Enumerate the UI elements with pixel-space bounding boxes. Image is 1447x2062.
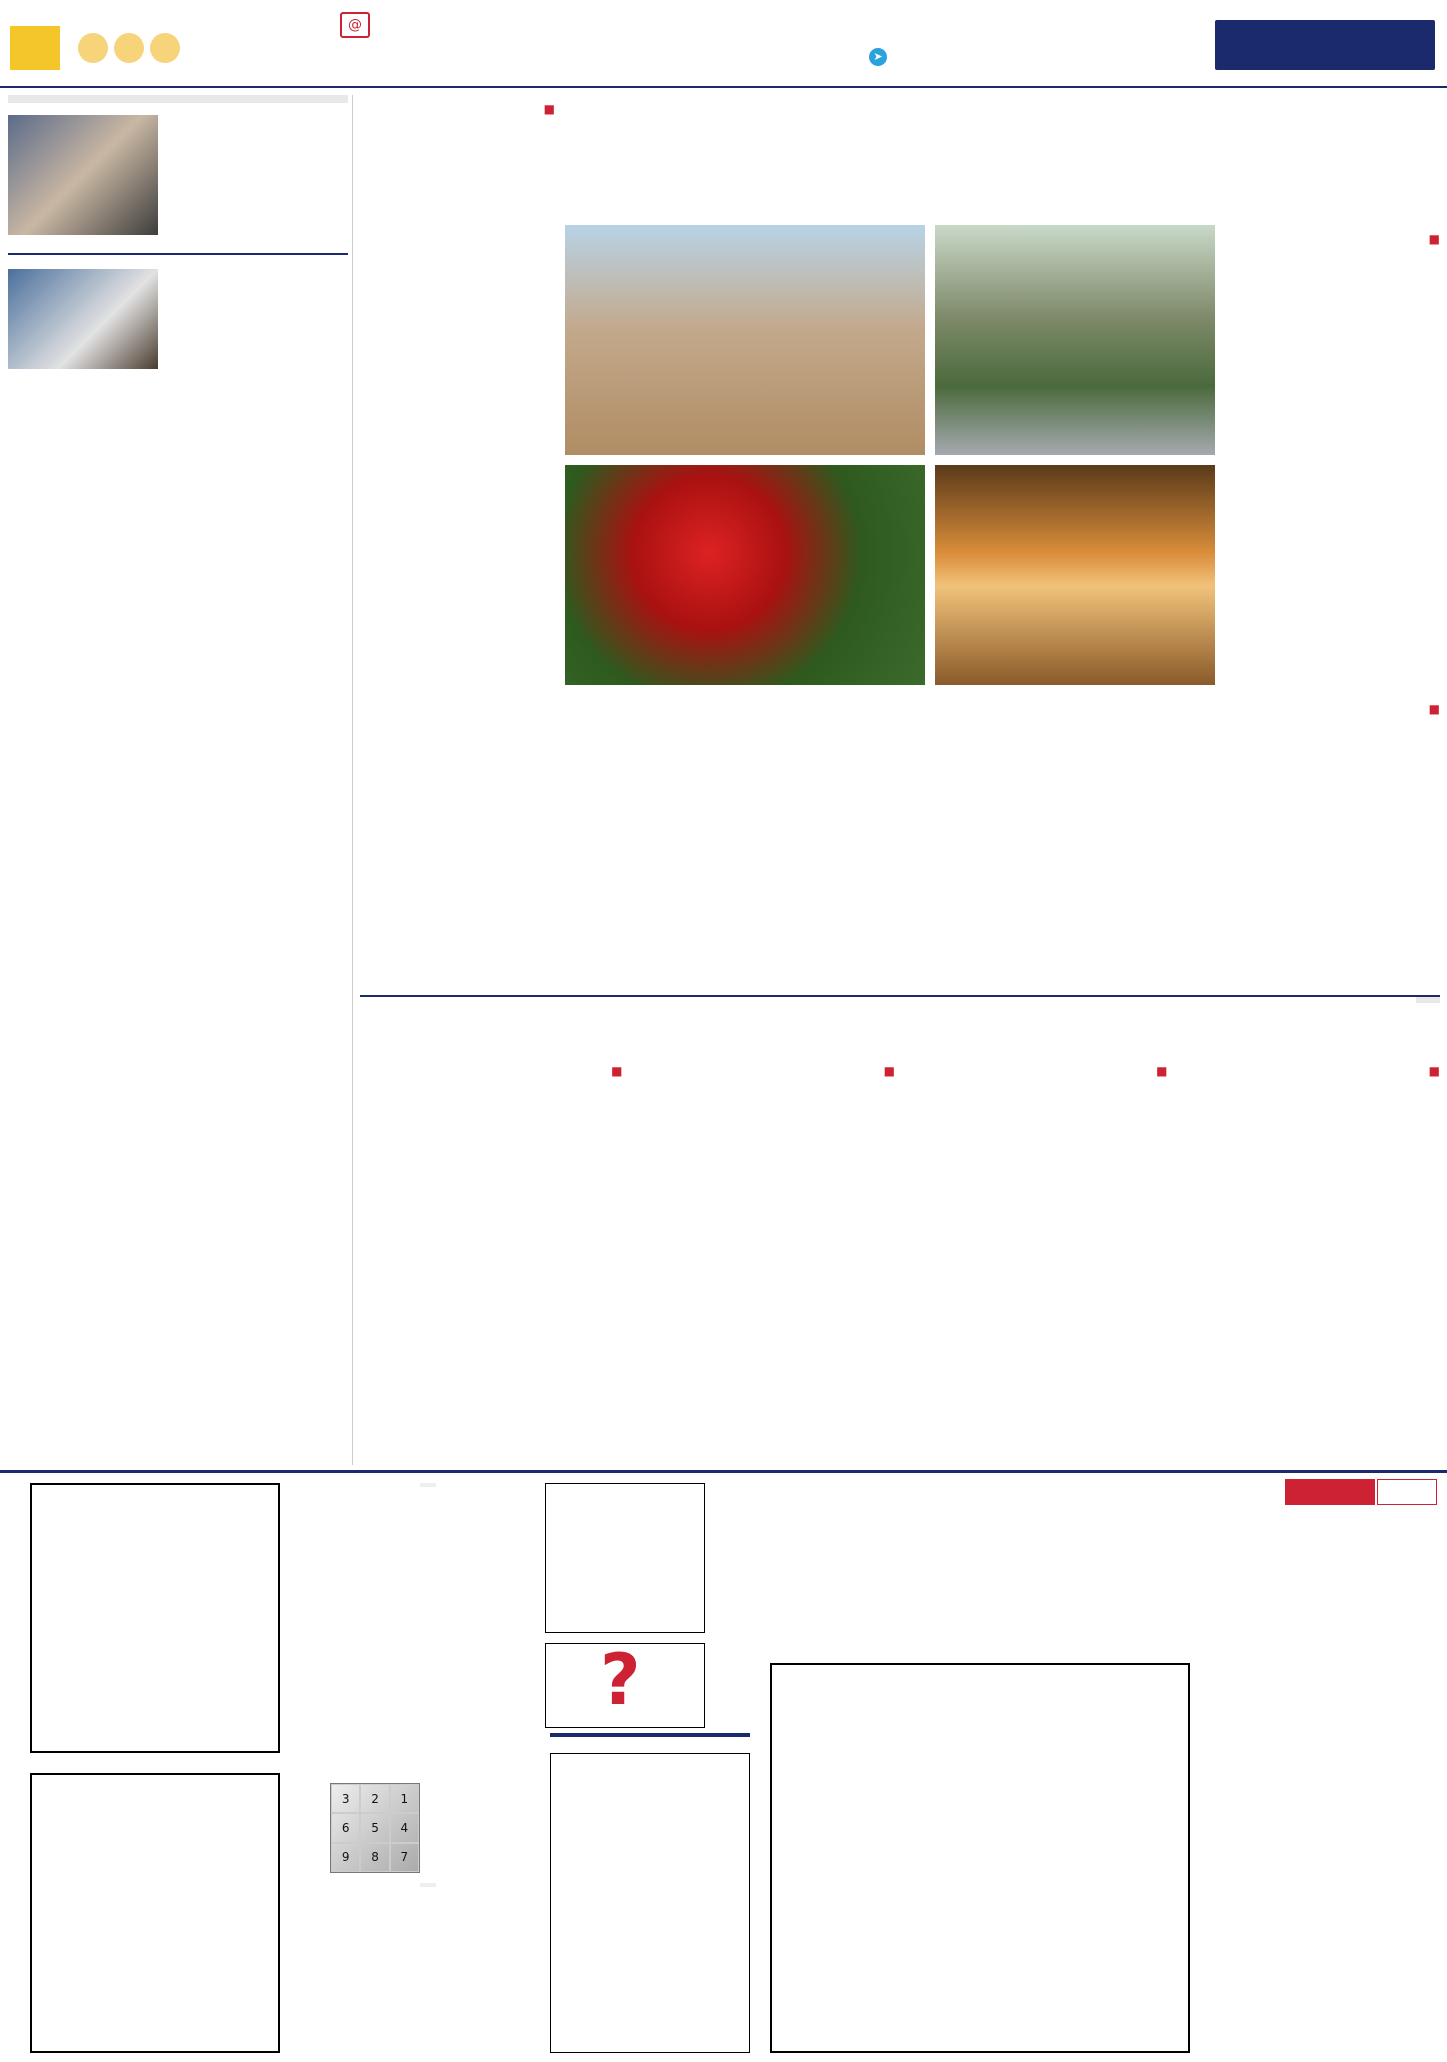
sudoku-easy-label bbox=[420, 1483, 436, 1487]
news-item2-title[interactable] bbox=[8, 253, 348, 261]
minister-photo bbox=[8, 115, 158, 235]
report-col-4 bbox=[360, 1057, 623, 1080]
museum-meeting-photo bbox=[8, 269, 158, 369]
report-col-2 bbox=[905, 1057, 1168, 1080]
report-sub4 bbox=[1178, 1063, 1441, 1080]
sudoku-cube-icon: 1 2 3 4 5 6 7 8 9 bbox=[330, 1783, 420, 1873]
report-section bbox=[360, 995, 1440, 1465]
crossword-title bbox=[1285, 1479, 1437, 1505]
page-number bbox=[10, 26, 60, 70]
report-label bbox=[1416, 997, 1440, 1003]
feature-col-2 bbox=[860, 695, 1145, 718]
answer-label bbox=[550, 1733, 750, 1737]
sudoku-easy-grid[interactable] bbox=[30, 1483, 280, 1753]
sudoku-hard-label bbox=[420, 1883, 436, 1887]
feature-sub2 bbox=[1155, 701, 1440, 718]
feature-article bbox=[360, 95, 1440, 995]
email-icon: @ bbox=[340, 12, 370, 38]
feature-sub3 bbox=[360, 101, 555, 118]
question-mark-icon: ? bbox=[600, 1639, 641, 1721]
puzzles-section bbox=[0, 1470, 1447, 2062]
decorative-icons bbox=[70, 18, 180, 78]
news-label bbox=[8, 95, 348, 103]
report-columns bbox=[360, 1057, 1440, 1080]
masthead bbox=[0, 0, 1447, 88]
crossword-grid[interactable] bbox=[770, 1663, 1190, 2053]
sudoku-easy-answer-grid bbox=[545, 1483, 705, 1633]
feature-lead-column bbox=[1245, 225, 1440, 248]
telegram-box[interactable] bbox=[863, 48, 887, 66]
crossword-number bbox=[1285, 1479, 1375, 1505]
crossword-answer-grid bbox=[550, 1753, 750, 2053]
feature-bottom-columns bbox=[565, 695, 1440, 718]
report-col-3 bbox=[633, 1057, 896, 1080]
desert-camel-photo bbox=[935, 465, 1215, 685]
column-divider bbox=[352, 95, 353, 1465]
mask-icon bbox=[150, 33, 180, 63]
historic-garden-photo bbox=[935, 225, 1215, 455]
crossword-label bbox=[1377, 1479, 1437, 1505]
feature-left-column bbox=[360, 95, 555, 118]
feature-col-1 bbox=[1155, 695, 1440, 718]
crossword-row-numbers bbox=[1192, 1663, 1208, 2053]
feature-sub1 bbox=[1245, 231, 1440, 248]
news-column bbox=[8, 95, 348, 1465]
report-sub1 bbox=[905, 1063, 1168, 1080]
adobe-alley-photo bbox=[565, 225, 925, 455]
sudoku-hard-info bbox=[300, 1913, 530, 1921]
report-sub3 bbox=[360, 1063, 623, 1080]
brand-logo bbox=[1215, 20, 1435, 70]
sudoku-easy-info bbox=[300, 1523, 530, 1531]
telegram-icon: ➤ bbox=[869, 48, 887, 66]
feature-col-3 bbox=[565, 695, 850, 718]
palette-icon bbox=[114, 33, 144, 63]
sudoku-hard-grid[interactable] bbox=[30, 1773, 280, 2053]
sun-icon bbox=[78, 33, 108, 63]
barberry-photo bbox=[565, 465, 925, 685]
report-sub2 bbox=[633, 1063, 896, 1080]
report-col-1 bbox=[1178, 1057, 1441, 1080]
